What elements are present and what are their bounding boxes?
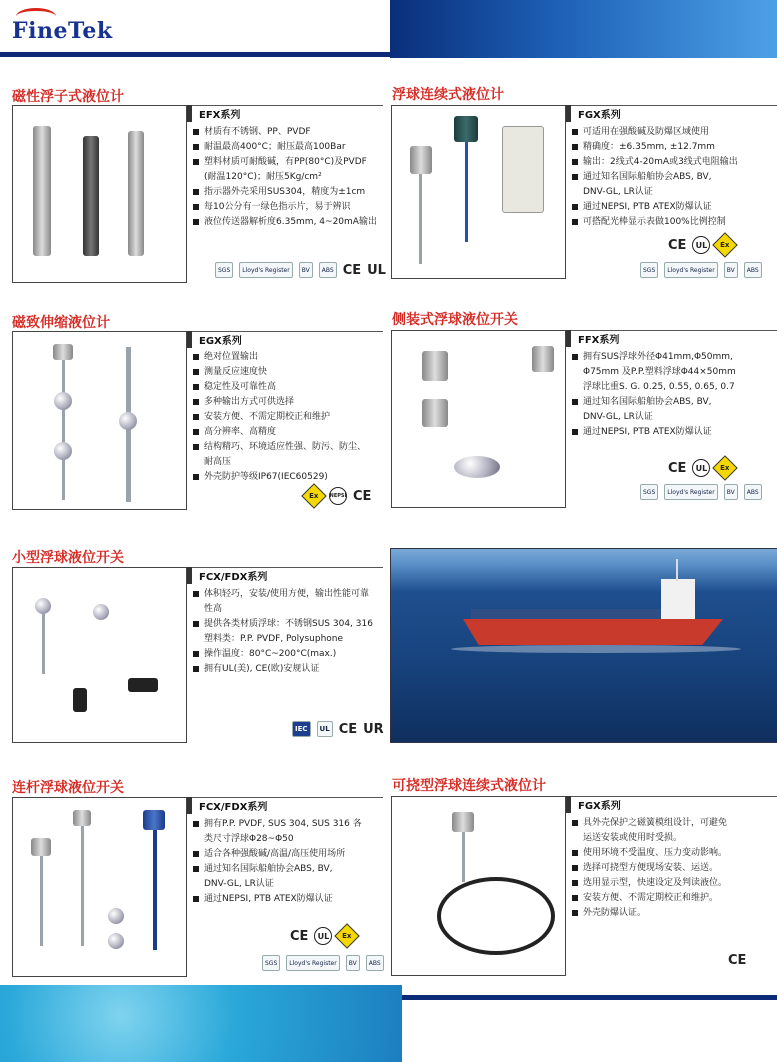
fcx1-feature: 操作温度：80°C~200°C(max.) [193,647,373,662]
fcx1-series-bar [187,567,383,584]
ffx-product-image [391,330,566,508]
fgx1-product-image [391,105,566,279]
fcx1-feature: 性高 [204,604,223,614]
footer-water-image [0,985,402,1062]
egx-title: 磁致伸缩液位计 [12,315,110,331]
fcx2-rod-icon [153,830,157,950]
ex-mark-icon: Ex [713,455,738,480]
fcx2-series-bar [187,797,383,814]
lloyds-logo: Lloyd's Register [239,262,292,278]
ffx-feature: Φ75mm 及P.P.塑料浮球Φ44×50mm [583,367,736,377]
footer-rule [402,995,777,1000]
ffx-feature: 通过NEPSI, PTB ATEX防爆认证 [572,425,736,440]
fgx1-feature: DNV-GL, LR认证 [583,187,653,197]
ce-mark: CE [728,953,747,968]
fcx1-float-icon [35,598,51,614]
egx-feature: 测量反应速度快 [193,365,366,380]
abs-logo: ABS [744,484,762,500]
fgx1-feature-list [572,125,738,230]
egx-rod-icon [62,360,65,500]
ul-mark: UL [692,459,710,477]
fgx2-feature: 选用显示型，快速设定及判读液位。 [572,876,727,891]
ce-mark: CE [342,262,362,278]
logo-text: FineTek [12,18,113,44]
fcx2-float-icon [108,933,124,949]
fgx2-feature: 使用环境不受温度、压力变动影响。 [572,846,727,861]
bv-logo: BV [299,262,313,278]
fcx2-feature: DNV-GL, LR认证 [204,879,274,889]
fcx2-feature: 通过NEPSI, PTB ATEX防爆认证 [193,892,362,907]
efx-feature: 指示器外壳采用SUS304，精度为±1cm [193,185,377,200]
fgx2-cert-marks [728,953,746,968]
fcx2-feature: 类尺寸浮球Φ28~Φ50 [204,834,294,844]
egx-feature: 高分辨率、高精度 [193,425,366,440]
fgx1-series-bar [566,105,777,122]
ffx-cert-logos [640,484,762,500]
fcx2-title: 连杆浮球液位开关 [12,780,124,796]
ex-mark-icon: Ex [301,483,326,508]
iec-mark: IEC [292,721,311,737]
fcx1-series-label: FCX/FDX系列 [199,572,268,583]
fgx1-head-icon [410,146,432,174]
bv-logo: BV [346,955,360,971]
fcx2-feature: 适合各种强酸碱/高温/高压使用场所 [193,847,362,862]
fgx2-head-icon [452,812,474,832]
ffx-cert-marks [668,459,734,477]
efx-gauge-1-icon [33,126,51,256]
egx-series-bar [187,331,383,348]
fcx2-head-icon [143,810,165,830]
fcx1-rod-icon [42,614,45,674]
egx-feature: 结构精巧、环境适应性强、防污、防尘、 [193,440,366,455]
ul-mark: UL [692,236,710,254]
egx-float-icon [119,412,137,430]
fcx1-sensor-icon [128,678,158,692]
fgx1-rod2-icon [465,142,468,242]
efx-feature-list [193,125,377,230]
ship-hull [463,619,723,645]
fcx1-cert-marks [292,721,384,737]
fgx2-title: 可挠型浮球连续式液位计 [392,778,546,794]
fcx2-feature: 通过知名国际船舶协会ABS, BV, [193,862,362,877]
fcx2-feature-list [193,817,362,907]
sgs-logo: SGS [640,262,658,278]
fcx1-sensor-icon [73,688,87,712]
fgx1-cert-marks [668,236,734,254]
fgx2-feature: 安装方便、不需定期校正和维护。 [572,891,727,906]
fgx2-rod-icon [462,832,465,882]
header-band [390,0,777,58]
efx-feature: 耐温最高400°C；耐压最高100Bar [193,140,377,155]
fcx1-feature: 体积轻巧，安装/使用方便，输出性能可靠 [193,587,373,602]
ffx-switch1-icon [422,351,448,381]
lloyds-logo: Lloyd's Register [664,484,717,500]
efx-gauge-2-icon [83,136,99,256]
fgx1-cert-logos [640,262,762,278]
efx-cert-logos [215,262,386,278]
fcx2-series-label: FCX/FDX系列 [199,802,268,813]
egx-feature: 绝对位置输出 [193,350,366,365]
finetek-logo [12,18,113,44]
egx-feature: 安装方便、不需定期校正和维护 [193,410,366,425]
fgx2-feature: 外壳防爆认证。 [572,906,727,921]
ffx-feature: 拥有SUS浮球外径Φ41mm,Φ50mm, [572,350,736,365]
fcx2-cert-logos [262,955,384,971]
fcx2-rod-icon [40,856,43,946]
ffx-switch3-icon [532,346,554,372]
ship-bridge [661,579,695,619]
ul-mark: UL [367,262,386,278]
fgx1-feature: 通过NEPSI, PTB ATEX防爆认证 [572,200,738,215]
ce-mark: CE [668,460,687,476]
efx-series-label: EFX系列 [199,110,241,121]
abs-logo: ABS [744,262,762,278]
ffx-title: 侧装式浮球液位开关 [392,312,518,328]
fgx2-feature: 选择可挠型方便现场安装、运送。 [572,861,727,876]
ex-mark-icon: Ex [335,923,360,948]
abs-logo: ABS [366,955,384,971]
fgx1-feature: 可适用在强酸碱及防爆区域使用 [572,125,738,140]
fcx1-float-icon [93,604,109,620]
fcx1-feature: 拥有UL(美), CE(欧)安规认证 [193,662,373,677]
fcx2-product-image [12,797,187,977]
fcx2-float-icon [108,908,124,924]
fgx2-series-label: FGX系列 [578,801,621,812]
egx-series-label: EGX系列 [199,336,242,347]
egx-feature: 多种输出方式可供选择 [193,395,366,410]
lloyds-logo: Lloyd's Register [664,262,717,278]
sgs-logo: SGS [262,955,280,971]
egx-float-icon [54,392,72,410]
fgx1-title: 浮球连续式液位计 [392,87,504,103]
fcx2-cert-marks [290,927,356,945]
fcx2-rod-icon [81,826,84,946]
ffx-series-bar [566,330,777,347]
ffx-float-icon [454,456,500,478]
fgx1-head2-icon [454,116,478,142]
egx-feature-list [193,350,366,485]
egx-feature: 外壳防护等级IP67(IEC60529) [193,470,366,485]
fgx1-feature: 输出：2线式4-20mA或3线式电阻输出 [572,155,738,170]
ce-mark: CE [290,928,309,944]
fgx2-product-image [391,796,566,976]
fgx2-feature-list [572,816,727,921]
ffx-feature: 通过知名国际船舶协会ABS, BV, [572,395,736,410]
fcx1-feature: 提供各类材质浮球：不锈钢SUS 304, 316 [193,617,373,632]
fgx2-coil-icon [437,877,555,955]
efx-series-bar [187,105,383,122]
ul-mark: UL [314,927,332,945]
fgx2-series-bar [566,796,777,813]
abs-logo: ABS [319,262,337,278]
fgx1-rod-icon [419,174,422,264]
efx-feature: (耐温120°C)；耐压5Kg/cm² [204,172,322,182]
efx-product-image [12,105,187,283]
ur-mark: UR [363,721,384,737]
efx-feature: 材质有不锈钢、PP、PVDF [193,125,377,140]
egx-feature: 耐高压 [204,457,232,467]
fgx1-feature: 通过知名国际船舶协会ABS, BV, [572,170,738,185]
sgs-logo: SGS [640,484,658,500]
sgs-logo: SGS [215,262,233,278]
bv-logo: BV [724,484,738,500]
fcx2-head-icon [73,810,91,826]
bv-logo: BV [724,262,738,278]
lloyds-logo: Lloyd's Register [286,955,339,971]
efx-feature: 液位传送器解析度6.35mm, 4~20mA输出 [193,215,377,230]
fcx2-feature: 拥有P.P. PVDF, SUS 304, SUS 316 各 [193,817,362,832]
fcx2-head-icon [31,838,51,856]
nepsi-mark: NEPSI [329,487,347,505]
header-rule [0,52,390,57]
ce-mark: CE [338,721,358,737]
ul-listed-mark: UL [317,721,333,737]
fgx1-feature: 精确度：±6.35mm, ±12.7mm [572,140,738,155]
fgx2-feature: 运送安装或使用时受损。 [583,833,683,843]
egx-head-icon [53,344,73,360]
ship-mast [676,559,678,581]
fgx1-display-icon [502,126,544,213]
fgx1-series-label: FGX系列 [578,110,621,121]
fcx1-title: 小型浮球液位开关 [12,550,124,566]
ffx-switch2-icon [422,399,448,427]
ex-mark-icon: Ex [713,232,738,257]
fgx2-feature: 具外壳保护之磁簧模组设计，可避免 [572,816,727,831]
ce-mark: CE [353,488,372,504]
fcx1-feature-list [193,587,373,677]
fcx1-product-image [12,567,187,743]
egx-float-icon [54,442,72,460]
fgx1-feature: 可搭配光棒显示表做100%比例控制 [572,215,738,230]
ffx-feature: 浮球比重S. G. 0.25, 0.55, 0.65, 0.7 [583,382,735,392]
ffx-series-label: FFX系列 [578,335,620,346]
egx-feature: 稳定性及可靠性高 [193,380,366,395]
egx-product-image [12,331,187,510]
egx-cert-marks [305,487,371,505]
ship-wake [451,645,741,653]
efx-gauge-3-icon [128,131,144,256]
fcx1-feature: 塑料类：P.P. PVDF, Polysuphone [204,634,344,644]
ce-mark: CE [668,237,687,253]
efx-feature: 每10公分有一绿色指示片，易于辨识 [193,200,377,215]
cargo-ship-photo [390,548,777,743]
logo-swoosh-icon [16,8,56,25]
efx-feature: 塑料材质可耐酸碱，有PP(80°C)及PVDF [193,155,377,170]
ffx-feature-list [572,350,736,440]
ffx-feature: DNV-GL, LR认证 [583,412,653,422]
efx-title: 磁性浮子式液位计 [12,89,124,105]
